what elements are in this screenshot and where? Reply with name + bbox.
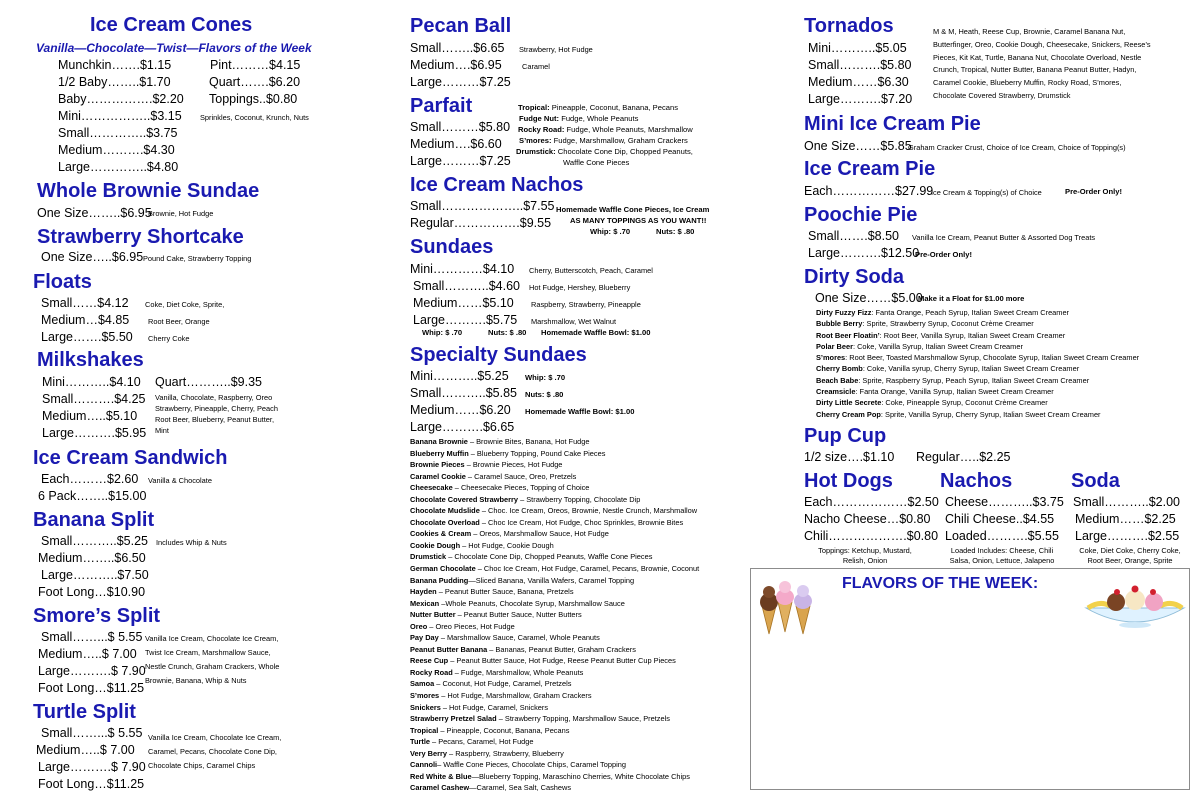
price-line: Each………$2.60: [41, 472, 139, 486]
specialty-sundae-item: [410, 736, 699, 748]
dirty-soda-item-ingredients: : Sprite, Raspberry Syrup, Peach Syrup, Italian Sweet Cream Creamer: [858, 375, 1090, 385]
specialty-sundae-item-name: S’mores: [410, 691, 440, 701]
specialty-sundae-item-name: Turtle: [410, 737, 430, 747]
price-line: Small……...$ 5.55: [41, 630, 143, 644]
price-line: Baby…………….$2.20: [58, 92, 184, 106]
specialty-sundae-item: [410, 678, 699, 690]
specialty-sundae-item: [410, 482, 699, 494]
specialty-sundae-item-ingredients: – Chocolate Cone Dip, Chopped Peanuts, Waffle Cone Pieces: [446, 552, 653, 562]
specialty-sundae-item-name: Brownie Pieces: [410, 460, 465, 470]
poochie-note: Vanilla Ice Cream, Peanut Butter & Assorted Dog Treats: [912, 233, 1096, 242]
ice-cream-cones-icon: [752, 572, 820, 636]
sundaes-note: Cherry, Butterscotch, Peach, Caramel: [529, 266, 653, 275]
price-line: Small……….$4.25: [42, 392, 146, 406]
specialty-sundae-item-ingredients: – Fudge, Marshmallow, Whole Peanuts: [452, 667, 584, 677]
ic-nachos-nuts: Nuts: $ .80: [656, 227, 695, 236]
ic-pie-note: Ice Cream & Topping(s) of Choice: [931, 188, 1042, 197]
price-line: Mini………..$5.05: [808, 41, 907, 55]
price-line: Small……..$6.65: [410, 41, 505, 55]
specialty-nuts: Nuts: $ .80: [525, 390, 564, 399]
pecan-ball-note: Caramel: [522, 62, 550, 71]
specialty-waffle-bowl: Homemade Waffle Bowl: $1.00: [525, 407, 635, 416]
specialty-sundae-item-ingredients: – Raspberry, Strawberry, Blueberry: [446, 748, 564, 758]
turtle-split-note: Caramel, Pecans, Chocolate Cone Dip,: [148, 747, 277, 756]
sundaes-title: Sundaes: [410, 236, 494, 258]
dirty-soda-item-name: S’mores: [816, 353, 846, 363]
specialty-sundae-item-ingredients: – Caramel Sauce, Oreo, Pretzels: [465, 471, 577, 481]
poochie-title: Poochie Pie: [804, 204, 918, 226]
specialty-sundae-item-name: Cheesecake: [410, 483, 453, 493]
specialty-sundae-item-name: Tropical: [410, 725, 439, 735]
specialty-sundae-item-ingredients: – Oreos, Marshmallow Sauce, Hot Fudge: [471, 529, 609, 539]
price-line: Medium……$5.10: [413, 296, 514, 310]
turtle-split-title: Turtle Split: [33, 701, 136, 723]
specialty-sundae-item-ingredients: – Pecans, Caramel, Hot Fudge: [429, 737, 534, 747]
price-line: Large……….$2.55: [1075, 529, 1180, 543]
price-line: Mini……………..$3.15: [58, 109, 182, 123]
price-line: Small………..$2.00: [1073, 495, 1180, 509]
specialty-sundae-item: [410, 471, 699, 483]
specialty-sundae-item-name: Banana Pudding: [410, 575, 469, 585]
price-line: Pint………$4.15: [210, 58, 301, 72]
specialty-sundae-item-name: Very Berry: [410, 748, 447, 758]
price-line: Mini………..$5.25: [410, 369, 509, 383]
smore-split-note: Vanilla Ice Cream, Chocolate Ice Cream,: [145, 634, 279, 643]
specialty-sundae-item-name: Rocky Road: [410, 667, 453, 677]
floats-note: Cherry Coke: [148, 334, 190, 343]
dirty-soda-item: [816, 397, 1139, 408]
dirty-soda-item-ingredients: : Root Beer, Toasted Marshmallow Syrup, Chocolate Syrup, Italian Sweet Cream Creamer: [845, 353, 1140, 363]
specialty-sundae-item: [410, 725, 699, 737]
nachos-loaded-note: Loaded Includes: Cheese, Chili Salsa, Onion, Lettuce, Jalapeno: [949, 546, 1055, 565]
smore-split-title: Smore’s Split: [33, 605, 161, 627]
price-line: Large…………..$4.80: [58, 160, 179, 174]
specialty-sundae-item-ingredients: – Strawberry Topping, Marshmallow Sauce, Pretzels: [496, 714, 670, 724]
specialty-sundae-item-name: Blueberry Muffin: [410, 448, 469, 458]
specialty-sundae-item: [410, 713, 699, 725]
hot-dogs-title: Hot Dogs: [804, 470, 893, 492]
price-line: Small………..$5.85: [410, 386, 517, 400]
specialty-sundae-item-ingredients: – Waffle Cone Pieces, Chocolate Chips, Caramel Topping: [437, 760, 626, 770]
specialty-sundae-item: [410, 655, 699, 667]
price-line: Mini…………$4.10: [410, 262, 515, 276]
specialty-sundae-item: [410, 528, 699, 540]
price-line: Small………..$5.25: [41, 534, 148, 548]
price-line: Large……….$5.95: [42, 426, 147, 440]
dirty-soda-float-note: Make it a Float for $1.00 more: [918, 294, 1025, 303]
price-line: Large………$7.25: [410, 75, 511, 89]
price-line: Medium……..$6.50: [38, 551, 146, 565]
turtle-split-note: Vanilla Ice Cream, Chocolate Ice Cream,: [148, 733, 282, 742]
specialty-sundae-item-name: Nutter Butter: [410, 610, 456, 620]
price-line: Small………..$4.60: [413, 279, 520, 293]
nachos-title: Nachos: [940, 470, 1013, 492]
specialty-sundae-item: [410, 598, 699, 610]
specialty-sundae-item-ingredients: – Cheesecake Pieces, Topping of Choice: [452, 483, 590, 493]
specialty-sundae-item-ingredients: – Peanut Butter Sauce, Nutter Butters: [455, 610, 582, 620]
specialty-sundae-item-ingredients: – Pineapple, Coconut, Banana, Pecans: [438, 725, 570, 735]
ic-nachos-title: Ice Cream Nachos: [410, 174, 584, 196]
shortcake-note: Pound Cake, Strawberry Topping: [143, 254, 252, 263]
mini-pie-price: One Size……$5.85: [804, 139, 912, 153]
price-line: 1/2 Baby……..$1.70: [58, 75, 171, 89]
dirty-soda-item: [816, 363, 1139, 374]
specialty-sundae-item: [410, 505, 699, 517]
price-line: Small…….$8.50: [808, 229, 900, 243]
specialty-sundae-item-name: Mexican: [410, 598, 440, 608]
dirty-soda-item-ingredients: : Sprite, Vanilla Syrup, Cherry Syrup, Italian Sweet Cream Creamer: [880, 409, 1101, 419]
price-line: Small………………..$7.55: [410, 199, 555, 213]
price-line: Small……$4.12: [41, 296, 129, 310]
price-line: Foot Long…$10.90: [38, 585, 146, 599]
specialty-sundae-item: [410, 702, 699, 714]
price-line: Medium….$6.60: [410, 137, 502, 151]
parfait-option: Tropical: Pineapple, Coconut, Banana, Pecans: [518, 103, 678, 112]
price-line: Small…………..$3.75: [58, 126, 178, 140]
specialty-sundae-item-name: Cookie Dough: [410, 540, 461, 550]
specialty-sundae-item-ingredients: – Blueberry Topping, Pound Cake Pieces: [468, 448, 606, 458]
specialty-sundae-item: [410, 563, 699, 575]
ic-pie-price: Each……………$27.99: [804, 184, 934, 198]
dirty-soda-title: Dirty Soda: [804, 266, 905, 288]
specialty-sundae-item-name: Chocolate Overload: [410, 517, 480, 527]
floats-title: Floats: [33, 271, 92, 293]
specialty-sundae-item: [410, 690, 699, 702]
dirty-soda-item: [816, 352, 1139, 363]
dirty-soda-price: One Size……$5.00: [815, 291, 923, 305]
dirty-soda-item-name: Dirty Little Secrete: [816, 398, 882, 408]
dirty-soda-item-name: Beach Babe: [816, 375, 859, 385]
specialty-sundae-item: [410, 540, 699, 552]
price-line: Large……….$12.50: [808, 246, 920, 260]
ic-pie-preorder: Pre-Order Only!: [1065, 187, 1122, 196]
price-line: Medium…..$5.10: [42, 409, 138, 423]
price-line: Munchkin…….$1.15: [58, 58, 172, 72]
specialty-sundae-item-name: Reese Cup: [410, 656, 449, 666]
price-line: Regular…………….$9.55: [410, 216, 552, 230]
milkshakes-note: Vanilla, Chocolate, Raspberry, Oreo: [155, 393, 273, 402]
specialty-sundae-item-name: Oreo: [410, 621, 428, 631]
price-line: Toppings..$0.80: [209, 92, 298, 106]
specialty-sundae-item-ingredients: – Strawberry Topping, Chocolate Dip: [518, 494, 641, 504]
tornados-flavors: M & M, Heath, Reese Cup, Brownie, Caramel Banana Nut, Butterfinger, Oreo, Cookie Dough, Cheesecake, Snickers, Reese’s Pieces, Kit Kat, Turtle, Banana Nut, Chocolate Overload, Nestle Crunch, Tropical, Nutter Butter, Banana Peanut Butter, Hadyn, Caramel Cookie, Blueberry Muffin, Rocky Road, S’mores, Chocolate Covered Strawberry, Drumstick: [933, 27, 1151, 100]
price-line: Small………$5.80: [410, 120, 511, 134]
specialty-sundae-item-ingredients: –Whole Peanuts, Chocolate Syrup, Marshmallow Sauce: [439, 598, 625, 608]
price-line: Foot Long…$11.25: [38, 681, 145, 695]
brownie-price: One Size……..$6.95: [37, 206, 152, 220]
pecan-ball-note: Strawberry, Hot Fudge: [519, 45, 593, 54]
sundaes-note: Marshmallow, Wet Walnut: [531, 317, 617, 326]
price-line: Small……...$ 5.55: [41, 726, 143, 740]
dirty-soda-item-ingredients: : Fanta Orange, Peach Syrup, Italian Sweet Cream Creamer: [871, 308, 1070, 317]
dirty-soda-item: [816, 341, 1139, 352]
specialty-sundae-item-ingredients: – Hot Fudge, Marshmallow, Graham Crackers: [439, 691, 592, 701]
specialty-sundae-item-name: Strawberry Pretzel Salad: [410, 714, 497, 724]
specialty-sundae-item: [410, 667, 699, 679]
specialty-sundae-item: [410, 436, 699, 448]
specialty-sundae-item-ingredients: – Oreo Pieces, Hot Fudge: [427, 621, 515, 631]
shortcake-title: Strawberry Shortcake: [37, 226, 244, 248]
specialty-sundae-item-ingredients: – Hot Fudge, Caramel, Snickers: [440, 702, 549, 712]
price-line: Medium……$6.30: [808, 75, 909, 89]
milkshakes-note: Strawberry, Pineapple, Cherry, Peach: [155, 404, 278, 413]
parfait-title: Parfait: [410, 95, 473, 117]
specialty-sundae-item: [410, 782, 699, 794]
sandwich-note: Vanilla & Chocolate: [148, 476, 212, 485]
banana-split-icon: [1080, 578, 1190, 630]
banana-split-note: Includes Whip & Nuts: [156, 538, 227, 547]
dirty-soda-item-name: Bubble Berry: [816, 319, 863, 329]
price-line: Quart…….$6.20: [209, 75, 301, 89]
price-line: Quart………..$9.35: [155, 375, 262, 389]
cones-subtitle: Vanilla—Chocolate—Twist—Flavors of the Week: [36, 41, 312, 55]
specialty-sundae-item-ingredients: – Coconut, Hot Fudge, Caramel, Pretzels: [434, 679, 572, 689]
specialty-sundae-item-name: Peanut Butter Banana: [410, 644, 488, 654]
price-line: Large………..$7.50: [41, 568, 149, 582]
smore-split-note: Brownie, Banana, Whip & Nuts: [145, 676, 247, 685]
banana-split-title: Banana Split: [33, 509, 155, 531]
dirty-soda-item-name: Polar Beer: [816, 341, 853, 351]
price-line: Medium……….$4.30: [58, 143, 175, 157]
specialty-sundae-item-name: Hayden: [410, 587, 437, 597]
ic-nachos-note: Homemade Waffle Cone Pieces, Ice Cream: [556, 205, 710, 214]
mini-pie-title: Mini Ice Cream Pie: [804, 113, 981, 135]
smore-split-note: Nestle Crunch, Graham Crackers, Whole: [145, 662, 280, 671]
dirty-soda-item: [816, 386, 1139, 397]
sandwich-title: Ice Cream Sandwich: [33, 447, 228, 469]
turtle-split-note: Chocolate Chips, Caramel Chips: [148, 761, 256, 770]
specialty-sundae-item-name: Chocolate Covered Strawberry: [410, 494, 519, 504]
dirty-soda-item-name: Dirty Fuzzy Fizz: [816, 308, 872, 317]
dirty-soda-item-ingredients: : Coke, Vanilla syrup, Cherry Syrup, Italian Sweet Cream Creamer: [862, 364, 1080, 374]
ic-pie-title: Ice Cream Pie: [804, 158, 936, 180]
specialty-sundae-item: [410, 759, 699, 771]
specialty-sundae-item-name: German Chocolate: [410, 564, 476, 574]
dirty-soda-item-ingredients: : Coke, Vanilla Syrup, Italian Sweet Cream Creamer: [852, 341, 1023, 351]
dirty-soda-item-name: Creamsicle: [816, 387, 856, 397]
toppings-note: Sprinkles, Coconut, Krunch, Nuts: [200, 113, 309, 122]
specialty-sundae-item: [410, 748, 699, 760]
specialty-sundae-item: [410, 621, 699, 633]
price-line: Medium…..$ 7.00: [38, 647, 137, 661]
specialty-sundae-item-name: Samoa: [410, 679, 435, 689]
tornados-title: Tornados: [804, 15, 894, 37]
dirty-soda-item-name: Root Beer Floatin’: [816, 330, 880, 340]
price-line: Mini………..$4.10: [42, 375, 141, 389]
milkshakes-note: Mint: [155, 426, 169, 435]
dirty-soda-item-name: Cherry Bomb: [816, 364, 863, 374]
dirty-soda-item-ingredients: : Coke, Pineapple Syrup, Coconut Crème Creamer: [881, 398, 1048, 408]
specialty-sundae-item: [410, 459, 699, 471]
specialty-sundae-item-name: Chocolate Mudslide: [410, 506, 480, 516]
specialty-sundae-item-name: Drumstick: [410, 552, 447, 562]
price-line: Large………$7.25: [410, 154, 511, 168]
specialty-sundae-item: [410, 632, 699, 644]
specialty-sundae-item-ingredients: – Marshmallow Sauce, Caramel, Whole Peanuts: [438, 633, 600, 643]
specialty-sundae-item-name: Snickers: [410, 702, 441, 712]
ic-nachos-whip: Whip: $ .70: [590, 227, 631, 236]
floats-note: Root Beer, Orange: [148, 317, 210, 326]
specialty-sundae-item: [410, 575, 699, 587]
parfait-option: S’mores: Fudge, Marshmallow, Graham Crackers: [519, 136, 688, 145]
specialty-title: Specialty Sundaes: [410, 344, 587, 366]
parfait-option: Waffle Cone Pieces: [563, 158, 630, 167]
parfait-option: Drumstick: Chocolate Cone Dip, Chopped Peanuts,: [516, 147, 693, 156]
mini-pie-note: Graham Cracker Crust, Choice of Ice Cream, Choice of Topping(s): [908, 143, 1126, 152]
specialty-sundae-item-name: Red White & Blue: [410, 771, 472, 781]
specialty-sundae-item-ingredients: – Brownie Pieces, Hot Fudge: [464, 460, 563, 470]
price-line: Chili……………….$0.80: [804, 529, 939, 543]
specialty-sundae-item: [410, 644, 699, 656]
specialty-sundae-item-ingredients: – Choc Ice Cream, Hot Fudge, Caramel, Pecans, Brownie, Coconut: [475, 564, 700, 574]
soda-flavors: Coke, Diet Coke, Cherry Coke, Root Beer, Orange, Sprite: [1079, 546, 1181, 565]
price-line: Large……….$6.65: [410, 420, 515, 434]
floats-note: Coke, Diet Coke, Sprite,: [145, 300, 225, 309]
dirty-soda-item: [816, 318, 1139, 329]
specialty-sundae-item: [410, 551, 699, 563]
specialty-sundae-item-ingredients: – Hot Fudge, Cookie Dough: [460, 540, 554, 550]
price-line: Large……….$ 7.90: [38, 664, 146, 678]
parfait-option: Rocky Road: Fudge, Whole Peanuts, Marshmallow: [518, 125, 693, 134]
sundaes-note: Raspberry, Strawberry, Pineapple: [531, 300, 641, 309]
specialty-sundae-item: [410, 609, 699, 621]
specialty-sundae-item: [410, 517, 699, 529]
pecan-ball-title: Pecan Ball: [410, 15, 512, 37]
price-line: Small……….$5.80: [808, 58, 912, 72]
smore-split-note: Twist Ice Cream, Marshmallow Sauce,: [145, 648, 271, 657]
price-line: 6 Pack……..$15.00: [38, 489, 147, 503]
brownie-note: Brownie, Hot Fudge: [148, 209, 214, 218]
cones-title: Ice Cream Cones: [90, 14, 253, 36]
ic-nachos-note: AS MANY TOPPINGS AS YOU WANT!!: [570, 216, 707, 225]
dirty-soda-item-ingredients: : Root Beer, Vanilla Syrup, Italian Sweet Cream Creamer: [879, 330, 1066, 340]
pup-cup-regular: Regular…..$2.25: [916, 450, 1011, 464]
dirty-soda-item: [816, 307, 1139, 318]
shortcake-price: One Size…..$6.95: [41, 250, 144, 264]
price-line: Nacho Cheese…$0.80: [804, 512, 931, 526]
dirty-soda-list: [816, 307, 1139, 420]
specialty-sundae-item: [410, 494, 699, 506]
specialty-sundae-item-ingredients: —Sliced Banana, Vanilla Wafers, Caramel Topping: [468, 575, 635, 585]
dirty-soda-item: [816, 330, 1139, 341]
specialty-sundae-item-name: Cookies & Cream: [410, 529, 472, 539]
price-line: Medium….$6.95: [410, 58, 502, 72]
specialty-sundae-item-name: Caramel Cashew: [410, 783, 470, 793]
price-line: Cheese………..$3.75: [945, 495, 1064, 509]
price-line: Large……….$ 7.90: [38, 760, 146, 774]
price-line: Medium……$2.25: [1075, 512, 1176, 526]
specialty-sundae-item-name: Pay Day: [410, 633, 439, 643]
specialty-whip: Whip: $ .70: [525, 373, 566, 382]
price-line: Medium……$6.20: [410, 403, 511, 417]
soda-title: Soda: [1071, 470, 1120, 492]
price-line: Loaded……….$5.55: [945, 529, 1059, 543]
price-line: Medium…$4.85: [41, 313, 130, 327]
specialty-sundae-item-ingredients: – Choc Ice Cream, Hot Fudge, Choc Sprinkles, Brownie Bites: [479, 517, 684, 527]
price-line: Large……….$7.20: [808, 92, 913, 106]
specialty-sundae-item-name: Banana Brownie: [410, 437, 468, 446]
dirty-soda-item-ingredients: : Fanta Orange, Vanilla Syrup, Italian Sweet Cream Creamer: [855, 387, 1054, 397]
specialty-sundae-item-ingredients: —Blueberry Topping, Maraschino Cherries, White Chocolate Chips: [471, 771, 690, 781]
parfait-option: Fudge Nut: Fudge, Whole Peanuts: [519, 114, 639, 123]
specialty-sundae-list: [410, 436, 699, 794]
specialty-sundae-item: [410, 586, 699, 598]
flavors-of-week-title: FLAVORS OF THE WEEK:: [842, 575, 1039, 592]
specialty-sundae-item: [410, 771, 699, 783]
specialty-sundae-item-ingredients: —Caramel, Sea Salt, Cashews: [469, 783, 572, 793]
sundaes-nuts: Nuts: $ .80: [488, 328, 527, 337]
specialty-sundae-item-ingredients: – Brownie Bites, Banana, Hot Fudge: [467, 437, 590, 446]
hot-dogs-toppings: Toppings: Ketchup, Mustard, Relish, Onion: [818, 546, 912, 565]
price-line: Large……….$5.75: [413, 313, 518, 327]
milkshakes-title: Milkshakes: [37, 349, 144, 371]
specialty-sundae-item-name: Caramel Cookie: [410, 471, 466, 481]
specialty-sundae-item: [410, 448, 699, 460]
specialty-sundae-item-ingredients: – Bananas, Peanut Butter, Graham Crackers: [487, 644, 636, 654]
dirty-soda-item-ingredients: : Sprite, Strawberry Syrup, Coconut Crème Creamer: [862, 319, 1034, 329]
price-line: Chili Cheese..$4.55: [945, 512, 1055, 526]
pup-cup-size: 1/2 size….$1.10: [804, 450, 895, 464]
specialty-sundae-item-ingredients: – Peanut Butter Sauce, Banana, Pretzels: [436, 587, 574, 597]
dirty-soda-item: [816, 375, 1139, 386]
dirty-soda-item: [816, 409, 1139, 420]
poochie-preorder: Pre-Order Only!: [915, 250, 972, 259]
sundaes-note: Hot Fudge, Hershey, Blueberry: [529, 283, 631, 292]
brownie-title: Whole Brownie Sundae: [37, 180, 260, 202]
sundaes-waffle-bowl: Homemade Waffle Bowl: $1.00: [541, 328, 651, 337]
price-line: Medium…..$ 7.00: [36, 743, 135, 757]
dirty-soda-item-name: Cherry Cream Pop: [816, 409, 881, 419]
specialty-sundae-item-ingredients: – Choc. Ice Cream, Oreos, Brownie, Nestle Crunch, Marshmallow: [479, 506, 698, 516]
sundaes-whip: Whip: $ .70: [422, 328, 463, 337]
price-line: Each………………$2.50: [804, 495, 939, 509]
pup-cup-title: Pup Cup: [804, 425, 887, 447]
specialty-sundae-item-ingredients: – Peanut Butter Sauce, Hot Fudge, Reese Peanut Butter Cup Pieces: [448, 656, 676, 666]
specialty-sundae-item-name: Cannoli: [410, 760, 438, 770]
price-line: Foot Long…$11.25: [38, 777, 145, 791]
price-line: Large…….$5.50: [41, 330, 133, 344]
milkshakes-note: Root Beer, Blueberry, Peanut Butter,: [155, 415, 275, 424]
